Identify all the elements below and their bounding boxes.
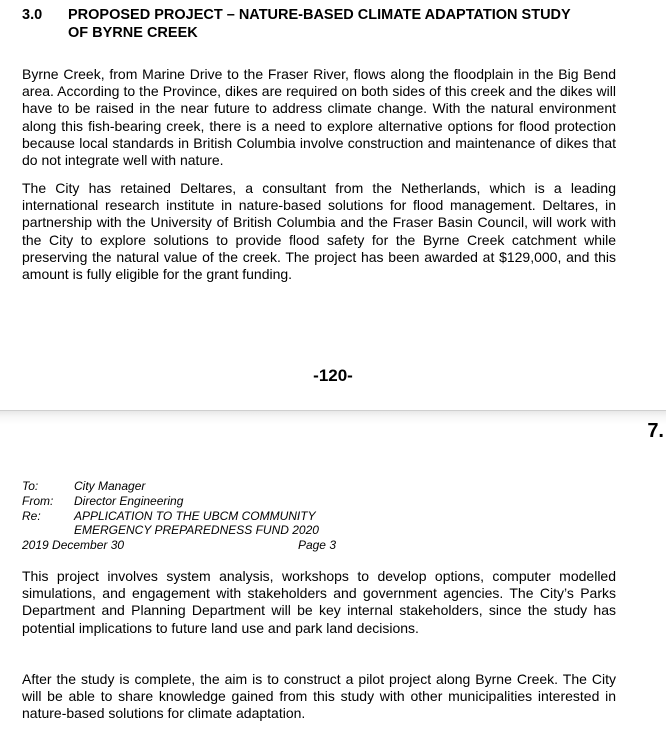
page-number: -120- bbox=[313, 366, 353, 385]
paragraph-project-scope: This project involves system analysis, workshops to develop options, computer modelled simulations, and engagement with stakeholders and government agencies. The City’s Parks Department and Planning Department will be key internal stakeholders, since the study has potential implications to future land use and park land decisions. bbox=[22, 568, 616, 636]
memo-to-value: City Manager bbox=[74, 479, 146, 493]
memo-date-row bbox=[22, 538, 352, 553]
memo-date: 2019 December 30 bbox=[22, 538, 125, 553]
section-title bbox=[68, 6, 628, 42]
memo-from-value: Director Engineering bbox=[74, 493, 184, 508]
memo-re-line1: APPLICATION TO THE UBCM COMMUNITY bbox=[74, 508, 316, 523]
memo-re-row-2 bbox=[22, 523, 352, 538]
paragraph-pilot-project: After the study is complete, the aim is to construct a pilot project along Byrne Creek. The City will be able to share knowledge gained from this study with other municipalities interested in nature-based solutions for climate adaptation. bbox=[22, 671, 616, 722]
agenda-item-number: 7. bbox=[647, 420, 664, 442]
memo-re-line2: EMERGENCY PREPAREDNESS FUND 2020 bbox=[74, 523, 319, 538]
memo-to-label: To: bbox=[22, 479, 39, 493]
memo-re-label: Re: bbox=[22, 508, 41, 523]
paragraph-deltares: The City has retained Deltares, a consultant from the Netherlands, which is a leading international research institute in nature-based solutions for flood management. Deltares, in partnership with the University of British Columbia and the Fraser Basin Council, will work with the City to explore solutions to provide flood safety for the Byrne Creek catchment while preserving the natural value of the creek. The project has been awarded at $129,000, and this amount is fully eligible for the grant funding. bbox=[22, 180, 616, 283]
section-title-line2: OF BYRNE CREEK bbox=[68, 25, 198, 41]
memo-from-label: From: bbox=[22, 493, 54, 508]
page-separator bbox=[0, 410, 666, 425]
memo-page: Page 3 bbox=[297, 538, 336, 553]
memo-to-row bbox=[22, 479, 352, 494]
memo-from-row bbox=[22, 494, 352, 509]
section-number: 3.0 bbox=[22, 7, 43, 23]
paragraph-byrne-creek: Byrne Creek, from Marine Drive to the Fraser River, flows along the floodplain in the Big Bend area. According to the Province, dikes are required on both sides of this creek and the dikes will have to be raised in the near future to address climate change. With the natural environment along this fish-bearing creek, there is a need to explore alternative options for flood protection because local standards in British Columbia involve construction and maintenance of dikes that do not integrate well with nature. bbox=[22, 66, 616, 169]
memo-re-row bbox=[22, 509, 352, 524]
section-title-line1: PROPOSED PROJECT – NATURE-BASED CLIMATE ADAPTATION STUDY bbox=[68, 7, 571, 23]
memo-header bbox=[22, 479, 352, 553]
